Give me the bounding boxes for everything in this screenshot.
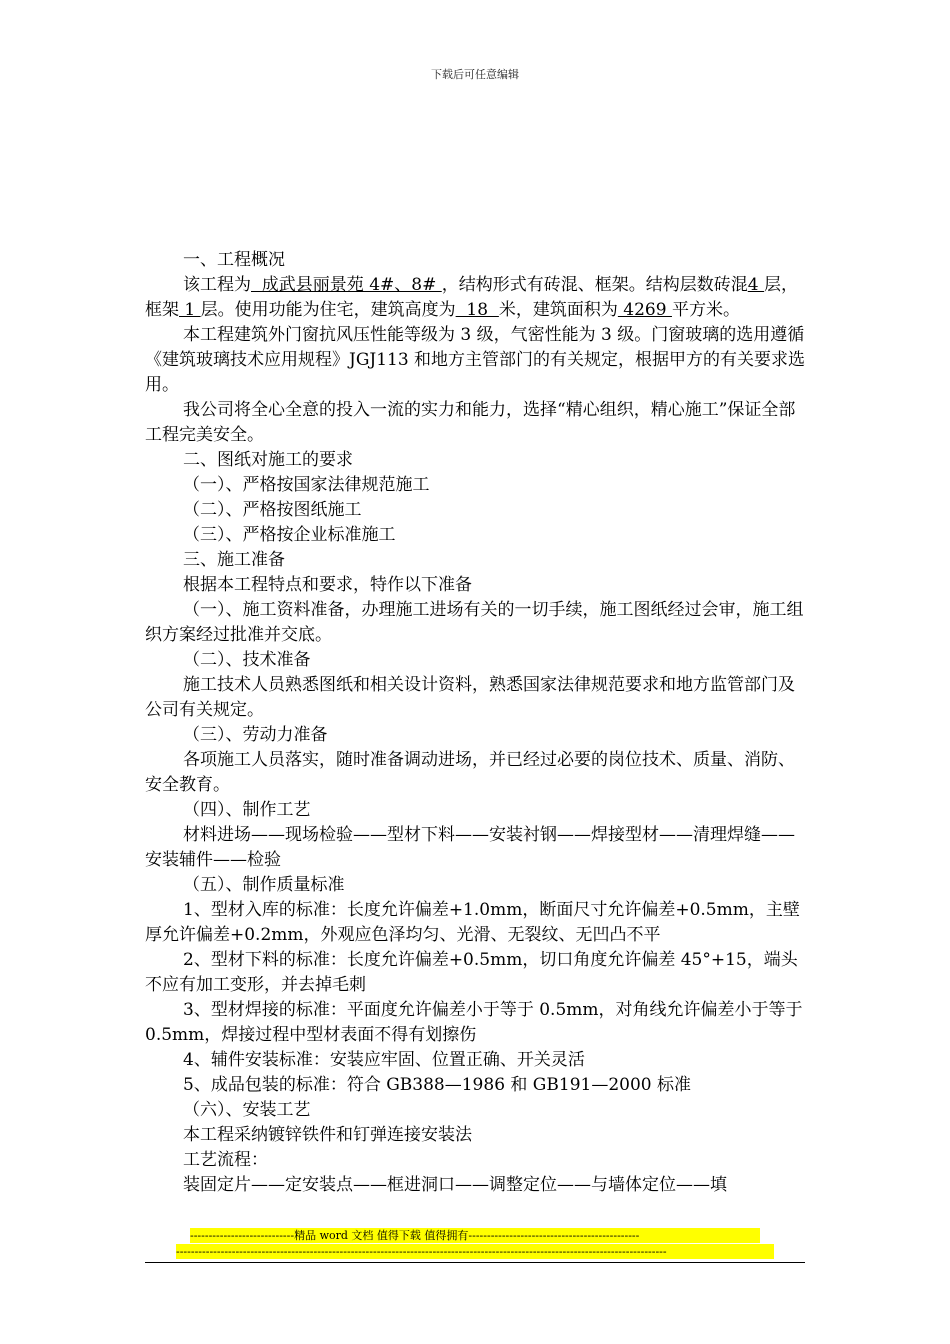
paragraph: 本工程采纳镀锌铁件和钉弹连接安装法 <box>183 1125 472 1145</box>
text-run: 米，建筑面积为 <box>498 300 618 320</box>
footer-dash-line: ------------------------------------------------------------------------------------------------------------------------------------ <box>176 1244 774 1259</box>
section-heading-3: 三、施工准备 <box>183 550 285 570</box>
paragraph: 施工技术人员熟悉图纸和相关设计资料，熟悉国家法律规范要求和地方监管部门及公司有关规定。 <box>145 675 795 720</box>
building-height: 18 <box>455 300 499 320</box>
paragraph: 各项施工人员落实，随时准备调动进场，并已经过必要的岗位技术、质量、消防、安全教育。 <box>145 750 795 795</box>
paragraph: （一）、施工资料准备，办理施工进场有关的一切手续，施工图纸经过会审，施工组织方案经过批准并交底。 <box>145 600 804 645</box>
subheading: （六）、安装工艺 <box>183 1100 311 1120</box>
text-run: 层，框架 <box>145 275 798 320</box>
subheading: （四）、制作工艺 <box>183 800 311 820</box>
subheading: （二）、技术准备 <box>183 650 311 670</box>
section-heading-2: 二、图纸对施工的要求 <box>183 450 353 470</box>
document-body <box>145 248 810 1198</box>
paragraph: 1、型材入库的标准：长度允许偏差+1.0mm，断面尺寸允许偏差+0.5mm，主壁厚允许偏差+0.2mm，外观应色泽均匀、光滑、无裂纹、无凹凸不平 <box>145 900 800 945</box>
paragraph: 3、型材焊接的标准：平面度允许偏差小于等于 0.5mm，对角线允许偏差小于等于 0.5mm，焊接过程中型材表面不得有划擦伤 <box>145 1000 803 1045</box>
paragraph: 材料进场——现场检验——型材下料——安装衬钢——焊接型材——清理焊缝——安装辅件——检验 <box>145 825 795 870</box>
subheading: （三）、劳动力准备 <box>183 725 328 745</box>
paragraph: 我公司将全心全意的投入一流的实力和能力，选择“精心组织，精心施工”保证全部工程完美安全。 <box>145 400 796 445</box>
text-run: 该工程为 <box>183 275 251 295</box>
list-item: （二）、严格按图纸施工 <box>183 500 362 520</box>
paragraph: 装固定片——定安装点——框进洞口——调整定位——与墙体定位——填 <box>183 1175 727 1195</box>
paragraph: 本工程建筑外门窗抗风压性能等级为 3 级，气密性能为 3 级。门窗玻璃的选用遵循《建筑玻璃技术应用规程》JGJ113 和地方主管部门的有关规定，根据甲方的有关要求选用。 <box>145 325 806 395</box>
paragraph: 4、辅件安装标准：安装应牢固、位置正确、开关灵活 <box>183 1050 585 1070</box>
text-run: 平方米。 <box>671 300 740 320</box>
brick-floors: 4 <box>747 275 764 295</box>
text-run: ，结构形式有砖混、框架。结构层数砖混 <box>441 275 748 295</box>
footer-rule <box>145 1262 805 1263</box>
text-run: 层。使用功能为住宅，建筑高度为 <box>200 300 456 320</box>
building-area: 4269 <box>617 300 672 320</box>
paragraph: 根据本工程特点和要求，特作以下准备 <box>183 575 472 595</box>
paragraph: 5、成品包装的标准：符合 GB388—1986 和 GB191—2000 标准 <box>183 1075 691 1095</box>
paragraph: 工艺流程： <box>183 1150 268 1170</box>
list-item: （一）、严格按国家法律规范施工 <box>183 475 430 495</box>
section-heading-1: 一、工程概况 <box>183 250 285 270</box>
subheading: （五）、制作质量标准 <box>183 875 345 895</box>
paragraph: 2、型材下料的标准：长度允许偏差+0.5mm，切口角度允许偏差 45°+15，端头不应有加工变形，并去掉毛刺 <box>145 950 798 995</box>
frame-floors: 1 <box>179 300 201 320</box>
list-item: （三）、严格按企业标准施工 <box>183 525 396 545</box>
footer-watermark-line: ----------------------------精品 word 文档 值得下载 值得拥有---------------------------------------------- <box>190 1228 760 1243</box>
paragraph-project-overview <box>145 273 810 323</box>
project-name: 成武县丽景苑 4#、8# <box>251 275 442 295</box>
page-header: 下载后可任意编辑 <box>431 68 519 81</box>
